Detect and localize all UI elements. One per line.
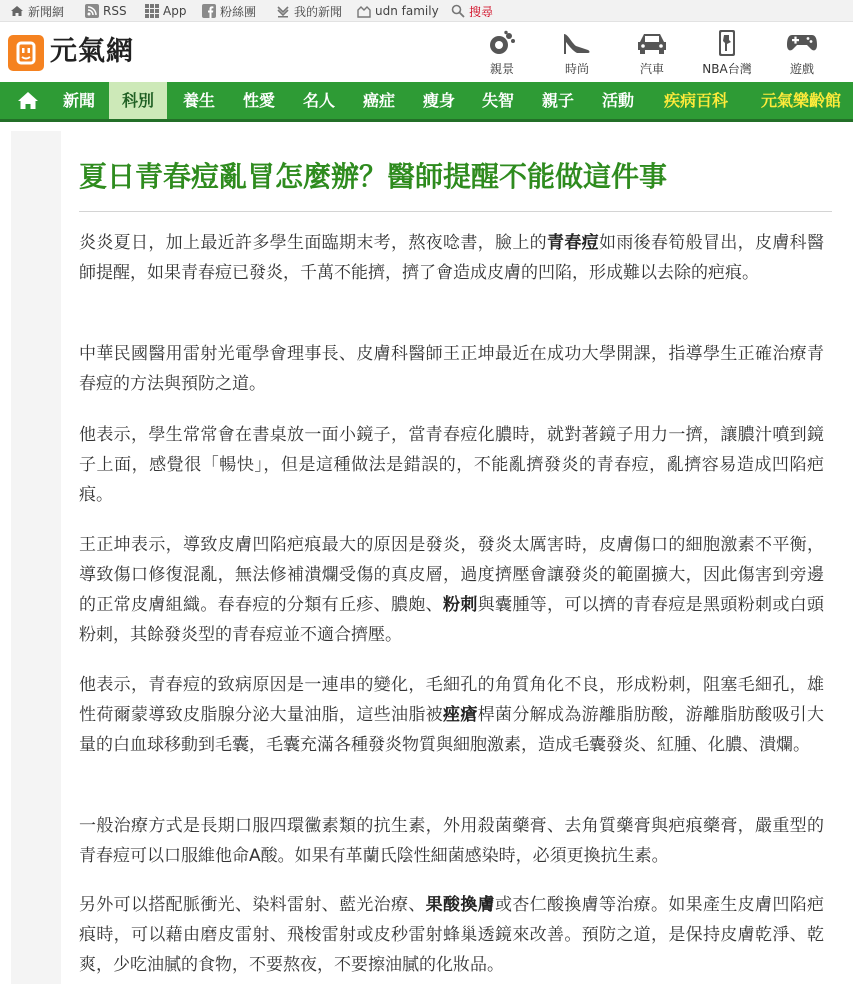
channel-games[interactable] <box>772 30 832 80</box>
keyword-link[interactable]: 青春痘 <box>547 233 599 253</box>
app-link[interactable] <box>145 3 186 19</box>
channel-car[interactable] <box>622 30 682 80</box>
my-news-link[interactable] <box>276 3 342 19</box>
search-icon <box>451 4 465 18</box>
paragraph-text: 中華民國醫用雷射光電學會理事長、皮膚科醫師王正坤最近在成功大學開課，指導學生正確治療青春痘的方法與預防之道。 <box>79 344 824 394</box>
nav-item-weight-loss[interactable]: 瘦身 <box>422 91 455 110</box>
logo-mark <box>8 35 44 71</box>
udn-family-label: udn family <box>375 4 439 18</box>
nav-home-button[interactable] <box>8 82 48 119</box>
car-icon <box>636 30 668 56</box>
article-paragraph <box>79 420 824 510</box>
nav-item-disease-encyclopedia[interactable]: 疾病百科 <box>663 91 728 110</box>
article-paragraph <box>79 339 824 399</box>
keyword-link[interactable]: 粉刺 <box>443 595 478 615</box>
nav-item-sex[interactable]: 性愛 <box>242 91 275 110</box>
home-icon <box>8 82 48 119</box>
article-paragraph <box>79 670 824 760</box>
channel-fashion-label: 時尚 <box>564 62 589 76</box>
nav-item-celebrity[interactable]: 名人 <box>302 91 335 110</box>
channel-games-label: 遊戲 <box>789 62 814 76</box>
logo-face-icon <box>8 35 44 71</box>
facebook-fanpage-link[interactable] <box>202 3 256 19</box>
article-paragraph <box>79 228 824 288</box>
facebook-fanpage-label: 粉絲團 <box>220 4 257 19</box>
article-paragraph <box>79 811 824 871</box>
paragraph-text: 如雨後春筍般冒出，皮膚科醫師提醒，如果青春痘已發炎，千萬不能擠，擠了會造成皮膚的凹陷，形成難以去除的疤痕。 <box>79 233 824 283</box>
channel-nba-label: NBA台灣 <box>702 62 752 76</box>
keyword-link[interactable]: 痤瘡 <box>443 705 478 725</box>
brand-header <box>0 22 853 82</box>
news-network-link[interactable] <box>10 3 64 19</box>
channel-camera[interactable] <box>472 30 532 80</box>
nav-item-parenting[interactable]: 親子 <box>541 91 574 110</box>
my-news-icon <box>276 4 290 18</box>
gamepad-icon <box>786 30 818 56</box>
channel-nba[interactable] <box>697 30 757 80</box>
keyword-link[interactable]: 果酸換膚 <box>425 895 496 915</box>
nav-item-dementia[interactable]: 失智 <box>481 91 514 110</box>
channel-fashion[interactable] <box>547 30 607 80</box>
my-news-label: 我的新聞 <box>294 4 343 19</box>
home-icon <box>10 4 24 18</box>
rss-icon <box>85 4 99 18</box>
paragraph-text: 與囊腫等，可以擠的青春痘是黑頭粉刺或白頭粉刺，其餘發炎型的青春痘並不適合擠壓。 <box>79 595 825 645</box>
nav-item-events[interactable]: 活動 <box>601 91 634 110</box>
facebook-icon <box>202 4 216 18</box>
camera-icon <box>487 30 517 56</box>
nav-item-specialty[interactable]: 科別 <box>109 82 167 119</box>
search-link[interactable] <box>451 3 493 19</box>
paragraph-text: 或杏仁酸換膚等治療。如果產生皮膚凹陷疤痕時，可以藉由磨皮雷射、飛梭雷射或皮秒雷射蜂巢透鏡來改善。預防之道，是保持皮膚乾淨、乾爽，少吃油膩的食物，不要熬夜，不要擦油膩的化妝品。 <box>79 895 825 975</box>
main-nav <box>0 82 853 122</box>
channel-camera-label: 親景 <box>489 62 514 76</box>
nba-icon <box>717 30 737 56</box>
title-divider <box>79 211 832 212</box>
nav-item-wellness[interactable]: 養生 <box>182 91 215 110</box>
article-title: 夏日青春痘亂冒怎麼辦？醫師提醒不能做這件事 <box>79 160 668 193</box>
channel-car-label: 汽車 <box>639 62 664 76</box>
top-utility-bar <box>0 0 853 22</box>
paragraph-text: 一般治療方式是長期口服四環黴素類的抗生素，外用殺菌藥膏、去角質藥膏與疤痕藥膏，嚴重型的青春痘可以口服維他命A酸。如果有革蘭氏陰性細菌感染時，必須更換抗生素。 <box>79 816 824 866</box>
rss-label: RSS <box>103 4 127 18</box>
paragraph-text: 王正坤表示，導致皮膚凹陷疤痕最大的原因是發炎，發炎太厲害時，皮膚傷口的細胞激素不平衡，導致傷口修復混亂，無法修補潰爛受傷的真皮層，過度擠壓會讓發炎的範圍擴大，因此傷害到旁邊的正常皮膚組織。春春痘的分類有丘疹、膿皰、 <box>79 535 824 615</box>
nav-item-news[interactable]: 新聞 <box>62 91 95 110</box>
paragraph-text: 他表示，學生常常會在書桌放一面小鏡子，當青春痘化膿時，就對著鏡子用力一擠，讓膿汁噴到鏡子上面，感覺很「暢快」，但是這種做法是錯誤的，不能亂擠發炎的青春痘，亂擠容易造成凹陷疤痕。 <box>79 425 824 505</box>
udn-family-link[interactable] <box>357 3 439 19</box>
app-label: App <box>163 4 187 18</box>
paragraph-text: 炎炎夏日，加上最近許多學生面臨期末考，熬夜唸書，臉上的 <box>79 233 547 253</box>
article-paragraph <box>79 890 824 980</box>
nav-item-senior-hall[interactable]: 元氣樂齡館 <box>760 91 841 110</box>
rss-link[interactable] <box>85 3 127 19</box>
site-name: 元氣網 <box>50 36 134 67</box>
udn-family-icon <box>357 4 371 18</box>
search-label: 搜尋 <box>469 4 494 19</box>
article-paragraph <box>79 530 824 650</box>
paragraph-text: 桿菌分解成為游離脂肪酸，游離脂肪酸吸引大量的白血球移動到毛囊，毛囊充滿各種發炎物質與細胞激素，造成毛囊發炎、紅腫、化膿、潰爛。 <box>79 705 825 755</box>
news-network-label: 新聞網 <box>28 4 65 19</box>
nav-item-cancer[interactable]: 癌症 <box>362 91 395 110</box>
paragraph-text: 另外可以搭配脈衝光、染料雷射、藍光治療、 <box>79 895 426 915</box>
paragraph-text: 他表示，青春痘的致病原因是一連串的變化，毛細孔的角質角化不良，形成粉刺，阻塞毛細孔，雄性荷爾蒙導致皮脂腺分泌大量油脂，這些油脂被 <box>79 675 824 725</box>
high-heel-icon <box>562 30 592 56</box>
grid-icon <box>145 4 159 18</box>
